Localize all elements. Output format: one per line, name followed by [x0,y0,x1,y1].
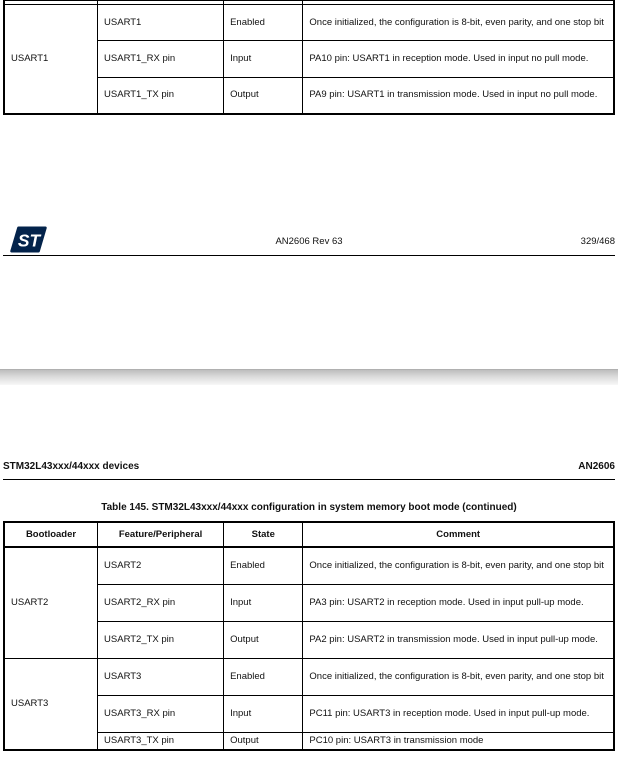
bootloader-group-cell: USART1 [4,5,98,114]
state-cell: Output [224,78,303,114]
table-row [4,658,614,695]
usart1-config-table-fragment [3,0,615,115]
page-2-fragment [0,385,618,760]
feature-cell: USART1 [98,5,224,41]
comment-cell: Once initialized, the configuration is 8-bit, even parity, and one stop bit [303,5,614,41]
table-row [4,5,614,41]
comment-cell: PC10 pin: USART3 in transmission mode [303,732,614,750]
feature-cell: USART1_RX pin [98,41,224,78]
column-header-bootloader: Bootloader [4,522,98,547]
comment-cell: PA3 pin: USART2 in reception mode. Used in input pull-up mode. [303,584,614,621]
comment-cell: PC11 pin: USART3 in reception mode. Used in input pull-up mode. [303,695,614,732]
svg-text:ST: ST [17,230,41,251]
state-cell: Output [224,732,303,750]
column-header-comment: Comment [303,522,614,547]
state-cell: Input [224,584,303,621]
running-header-doc-id: AN2606 [578,461,615,472]
header-rule [3,479,615,480]
page-break-shadow [0,369,618,386]
table-row [4,547,614,584]
comment-cell: Once initialized, the configuration is 8-bit, even parity, and one stop bit [303,658,614,695]
feature-cell: USART3 [98,658,224,695]
state-cell: Enabled [224,5,303,41]
bootloader-group-cell: USART2 [4,547,98,658]
comment-cell: PA10 pin: USART1 in reception mode. Used in input no pull mode. [303,41,614,78]
state-cell: Enabled [224,658,303,695]
table-header-row [4,522,614,547]
feature-cell: USART2 [98,547,224,584]
state-cell: Input [224,695,303,732]
column-header-feature: Feature/Peripheral [98,522,224,547]
usart2-usart3-config-table [3,521,615,751]
comment-cell: PA2 pin: USART2 in transmission mode. Used in input pull-up mode. [303,621,614,658]
state-cell: Input [224,41,303,78]
comment-cell: Once initialized, the configuration is 8-bit, even parity, and one stop bit [303,547,614,584]
state-cell: Enabled [224,547,303,584]
feature-cell: USART1_TX pin [98,78,224,114]
feature-cell: USART3_TX pin [98,732,224,750]
state-cell: Output [224,621,303,658]
table-title: Table 145. STM32L43xxx/44xxx configuration in system memory boot mode (continued) [101,502,517,513]
comment-cell: PA9 pin: USART1 in transmission mode. Used in input no pull mode. [303,78,614,114]
bootloader-group-cell: USART3 [4,658,98,750]
running-header-device-family: STM32L43xxx/44xxx devices [3,461,140,472]
footer-rule [3,255,615,256]
feature-cell: USART3_RX pin [98,695,224,732]
footer-page-number: 329/468 [580,236,615,247]
feature-cell: USART2_TX pin [98,621,224,658]
column-header-state: State [224,522,303,547]
feature-cell: USART2_RX pin [98,584,224,621]
page-1-fragment [0,0,618,370]
footer-doc-reference: AN2606 Rev 63 [275,236,343,247]
